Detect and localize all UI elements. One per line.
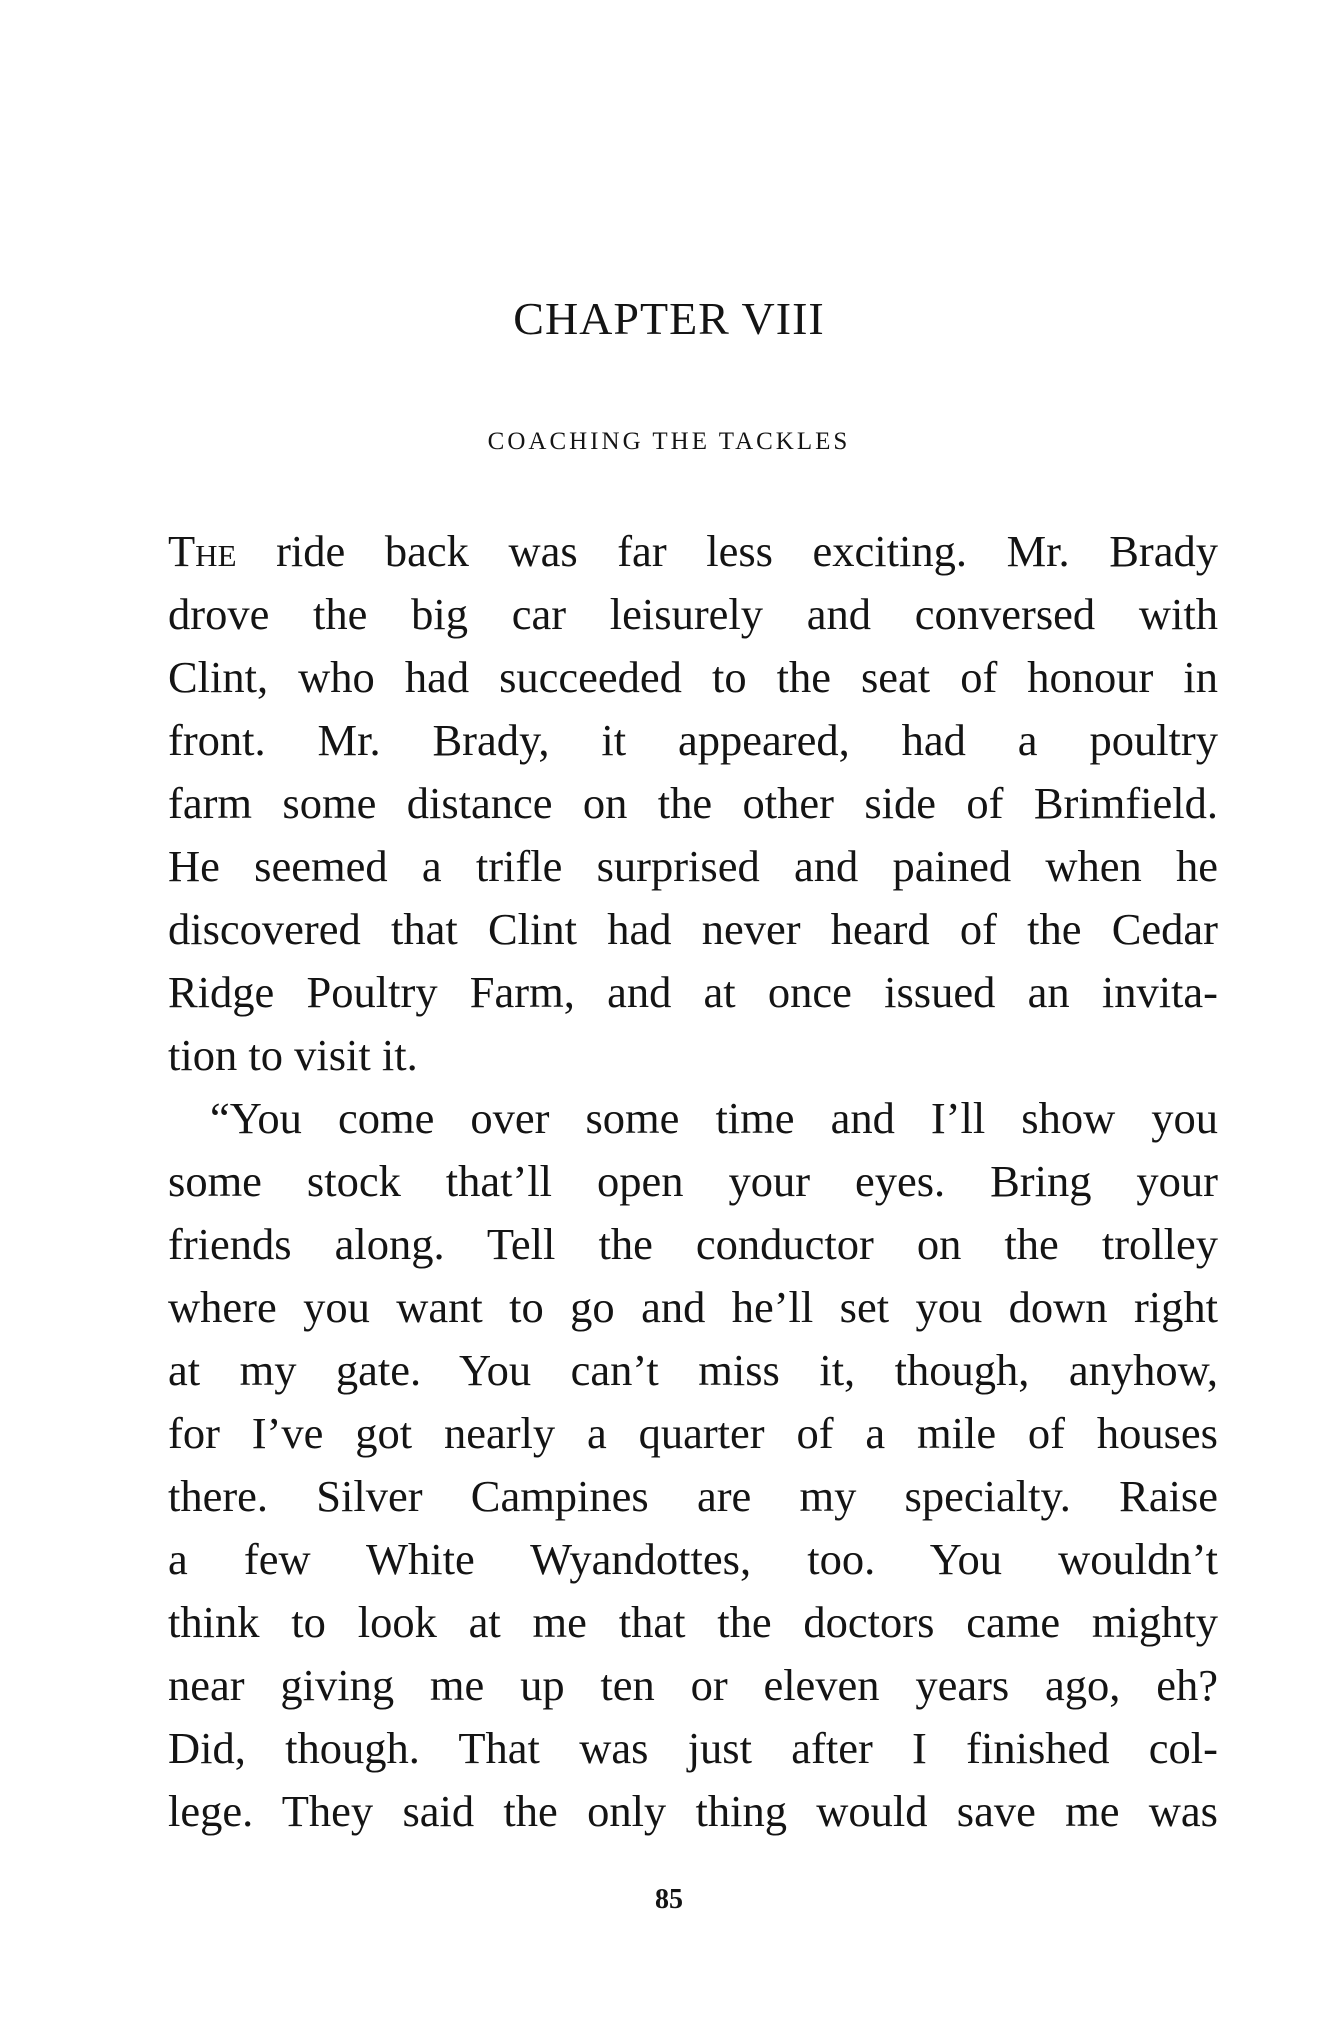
text-line: Did, though. That was just after I finished col- — [168, 1723, 1218, 1773]
text-line: Ridge Poultry Farm, and at once issued an invita- — [168, 967, 1218, 1017]
text-line: at my gate. You can’t miss it, though, anyhow, — [168, 1345, 1218, 1395]
text-line: drove the big car leisurely and conversed with — [168, 589, 1218, 639]
text-line: lege. They said the only thing would save me was — [168, 1786, 1218, 1836]
chapter-subtitle: COACHING THE TACKLES — [487, 428, 851, 455]
paragraph-1 — [168, 520, 1218, 1087]
paragraph-2 — [168, 1087, 1218, 1843]
text-line: The ride back was far less exciting. Mr. Brady — [168, 526, 1218, 576]
text-line: near giving me up ten or eleven years ago, eh? — [168, 1660, 1218, 1710]
text-line: He seemed a trifle surprised and pained when he — [168, 841, 1218, 891]
text-line: think to look at me that the doctors came mighty — [168, 1597, 1218, 1647]
text-line: farm some distance on the other side of Brimfield. — [168, 778, 1218, 828]
text-line: for I’ve got nearly a quarter of a mile of houses — [168, 1408, 1218, 1458]
text-line: discovered that Clint had never heard of the Cedar — [168, 904, 1218, 954]
text-line: Clint, who had succeeded to the seat of honour in — [168, 652, 1218, 702]
text-line: tion to visit it. — [168, 1030, 418, 1080]
text-line: front. Mr. Brady, it appeared, had a poultry — [168, 715, 1218, 765]
text-line: friends along. Tell the conductor on the trolley — [168, 1219, 1218, 1269]
text-line: there. Silver Campines are my specialty. Raise — [168, 1471, 1218, 1521]
text-line: a few White Wyandottes, too. You wouldn’t — [168, 1534, 1218, 1584]
chapter-body — [168, 520, 1218, 1843]
lead-word: The — [168, 526, 237, 576]
text-line: where you want to go and he’ll set you down right — [168, 1282, 1218, 1332]
page-number: 85 — [655, 1884, 683, 1915]
text-line: some stock that’ll open your eyes. Bring your — [168, 1156, 1218, 1206]
chapter-title: CHAPTER VIII — [513, 293, 825, 344]
text-line: “You come over some time and I’ll show you — [210, 1093, 1218, 1143]
